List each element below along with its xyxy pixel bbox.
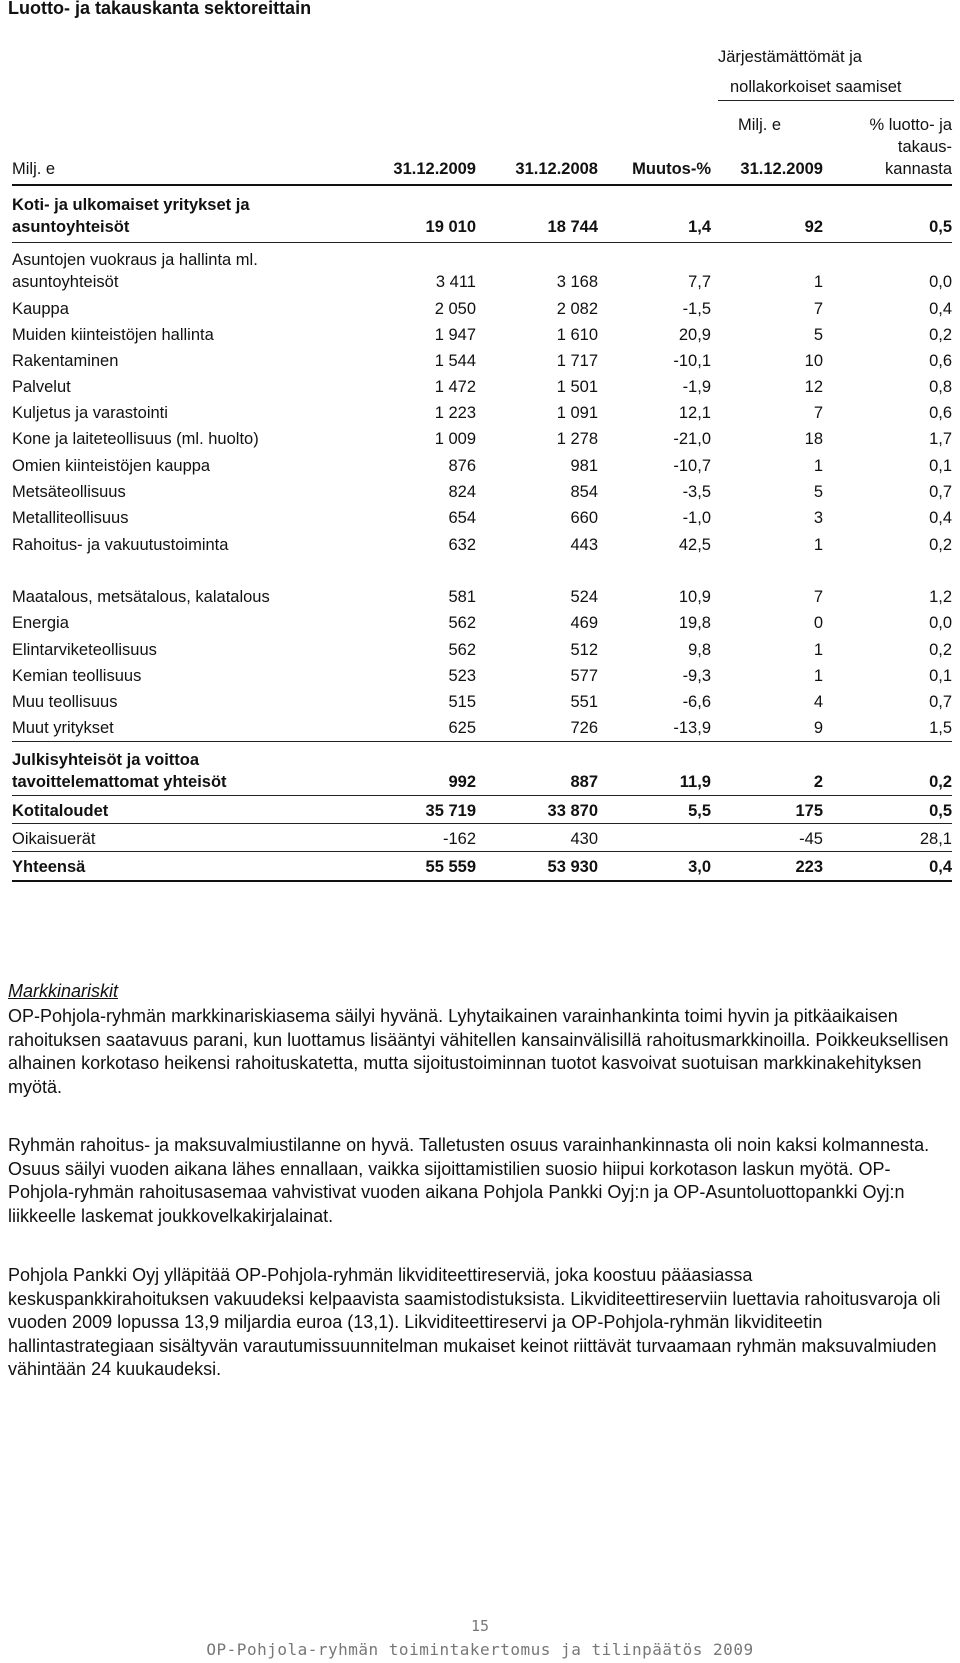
cell: 1 544 xyxy=(434,352,476,370)
cell: 887 xyxy=(570,773,598,791)
cell: 12,1 xyxy=(678,404,711,422)
table-row xyxy=(12,350,952,372)
cell: 33 870 xyxy=(547,802,598,820)
table-row xyxy=(12,639,952,661)
table-row xyxy=(12,717,952,739)
cell: 1,4 xyxy=(688,218,711,236)
col5-header-line1: % luotto- ja xyxy=(869,116,952,134)
cell: 2 xyxy=(813,773,823,791)
cell: 625 xyxy=(448,719,476,737)
cell: 19,8 xyxy=(678,614,711,632)
row-label: Elintarviketeollisuus xyxy=(12,641,157,659)
cell: 7 xyxy=(813,300,823,318)
cell: 0,7 xyxy=(929,693,952,711)
table-row xyxy=(12,455,952,477)
row-label: Muu teollisuus xyxy=(12,693,118,711)
paragraph-3: Pohjola Pankki Oyj ylläpitää OP-Pohjola-ryhmän likviditeettireserviä, joka koostuu pääasiassa keskuspankkirahoituksen vakuudeksi kelpaavista saamistodistuksista. Likviditeettireserviin luettavia rahoitusvaroja oli vuoden 2009 lopussa 13,9 miljardia euroa (13,1). Likviditeettireservi ja OP-Pohjola-ryhmän likviditeetin hallintastrategiaan sisältyvän varautumissuunnitelman mukaiset keinot riittävät turvaamaan ryhmän maksuvalmiuden vähintään 24 kuukaudeksi. xyxy=(8,1265,941,1379)
cell: 577 xyxy=(570,667,598,685)
col2-header: 31.12.2008 xyxy=(515,160,598,178)
cell: 2 082 xyxy=(556,300,598,318)
cell: 660 xyxy=(570,509,598,527)
cell: 1 xyxy=(813,536,823,554)
cell: 35 719 xyxy=(425,802,476,820)
table-row xyxy=(12,800,952,822)
cell: 1,7 xyxy=(929,430,952,448)
col4-unit-header: Milj. e xyxy=(738,116,782,134)
cell: 7 xyxy=(813,588,823,606)
cell: 443 xyxy=(570,536,598,554)
cell: 0,5 xyxy=(929,802,952,820)
cell: -45 xyxy=(799,830,823,848)
unit-header: Milj. e xyxy=(12,160,56,178)
cell: 1 091 xyxy=(556,404,598,422)
row-label: Kotitaloudet xyxy=(12,802,109,820)
header-rule xyxy=(12,184,952,186)
row-label: Rakentaminen xyxy=(12,352,119,370)
cell: 515 xyxy=(448,693,476,711)
row-label: Energia xyxy=(12,614,69,632)
cell: 654 xyxy=(448,509,476,527)
cell: 1 xyxy=(813,667,823,685)
table-row xyxy=(12,856,952,878)
row-label: Palvelut xyxy=(12,378,71,396)
cell: 10,9 xyxy=(678,588,711,606)
row-label: Kemian teollisuus xyxy=(12,667,142,685)
row-rule xyxy=(12,741,952,742)
row-label-line1: Julkisyhteisöt ja voittoa xyxy=(12,751,200,769)
table-row xyxy=(12,402,952,424)
cell: 1 610 xyxy=(556,326,598,344)
cell: 3 xyxy=(813,509,823,527)
table-row xyxy=(12,691,952,713)
cell: 981 xyxy=(570,457,598,475)
cell: -13,9 xyxy=(673,719,711,737)
table-row xyxy=(12,298,952,320)
row-rule xyxy=(12,851,952,852)
cell: 0,1 xyxy=(929,667,952,685)
col3-header: Muutos-% xyxy=(632,160,711,178)
cell: 7 xyxy=(813,404,823,422)
table-row xyxy=(12,612,952,634)
table-row xyxy=(12,428,952,450)
paragraph-2: Ryhmän rahoitus- ja maksuvalmiustilanne on hyvä. Talletusten osuus varainhankinnasta oli noin kaksi kolmannesta. Osuus säilyi vuoden aikana lähes ennallaan, vaikka sijoittamistilien suosio hiipui korkotason laskun myötä. OP-Pohjola-ryhmän rahoitusasemaa vahvistivat vuoden aikana Pohjola Pankki Oyj:n ja OP-Asuntoluottopankki Oyj:n liikkeelle laskemat joukkovelkakirjalainat. xyxy=(8,1135,930,1226)
cell: 1 717 xyxy=(556,352,598,370)
row-rule xyxy=(12,823,952,824)
cell: 0,6 xyxy=(929,352,952,370)
cell: 726 xyxy=(570,719,598,737)
row-label: asuntoyhteisöt xyxy=(12,218,130,236)
table-row xyxy=(12,586,952,608)
row-label: Yhteensä xyxy=(12,858,86,876)
paragraph-1: OP-Pohjola-ryhmän markkinariskiasema säilyi hyvänä. Lyhytaikainen varainhankinta toimi hyvin ja pitkäaikaisen rahoituksen saatavuus parani, kun luottamus lisääntyi vähitellen kansainvälisillä rahoitusmarkkinoilla. Poikkeuksellisen alhainen korkotaso heikensi rahoituskatetta, mutta sijoitustoiminnan tuotot kasvoivat suotuisan markkinakehityksen myötä. xyxy=(8,1006,949,1097)
cell: 0,2 xyxy=(929,641,952,659)
cell: 1 472 xyxy=(434,378,476,396)
cell: 5,5 xyxy=(688,802,711,820)
cell: 1 501 xyxy=(556,378,598,396)
row-label: Maatalous, metsätalous, kalatalous xyxy=(12,588,270,606)
cell: 0,4 xyxy=(929,858,952,876)
cell: 10 xyxy=(804,352,823,370)
table-row xyxy=(12,376,952,398)
row-label: Oikaisuerät xyxy=(12,830,96,848)
table-row xyxy=(12,249,952,293)
cell: 3 411 xyxy=(435,273,476,291)
cell: 562 xyxy=(448,641,476,659)
cell: 992 xyxy=(448,773,476,791)
cell: 1 947 xyxy=(434,326,476,344)
cell: 1 223 xyxy=(434,404,476,422)
section-heading: Markkinariskit xyxy=(8,981,119,1001)
cell: 854 xyxy=(570,483,598,501)
cell: 524 xyxy=(570,588,598,606)
cell: 469 xyxy=(570,614,598,632)
cell: 551 xyxy=(570,693,598,711)
row-rule xyxy=(12,795,952,796)
table-row xyxy=(12,194,952,238)
cell: 0,6 xyxy=(929,404,952,422)
cell: 581 xyxy=(448,588,476,606)
cell: 1 278 xyxy=(556,430,598,448)
row-label-line1: Asuntojen vuokraus ja hallinta ml. xyxy=(12,251,258,269)
cell: 0 xyxy=(813,614,823,632)
row-label: Omien kiinteistöjen kauppa xyxy=(12,457,211,475)
cell: -9,3 xyxy=(682,667,711,685)
group-header-rule xyxy=(718,100,954,101)
table-row xyxy=(12,665,952,687)
col5-header-line2: takaus- xyxy=(897,138,952,156)
cell: 55 559 xyxy=(425,858,476,876)
cell: 0,2 xyxy=(929,326,952,344)
cell: 0,0 xyxy=(929,614,952,632)
cell: 2 050 xyxy=(434,300,476,318)
row-rule xyxy=(12,242,952,243)
cell: 3,0 xyxy=(688,858,711,876)
cell: 19 010 xyxy=(425,218,476,236)
row-label: Muut yritykset xyxy=(12,719,114,737)
group-header-line2: nollakorkoiset saamiset xyxy=(730,78,902,96)
cell: 0,2 xyxy=(929,536,952,554)
cell: -6,6 xyxy=(682,693,711,711)
cell: -1,9 xyxy=(682,378,711,396)
table-bottom-rule xyxy=(12,880,952,882)
cell: 175 xyxy=(795,802,823,820)
cell: 562 xyxy=(448,614,476,632)
row-label: Kauppa xyxy=(12,300,69,318)
row-label: Metsäteollisuus xyxy=(12,483,126,501)
cell: 92 xyxy=(804,218,823,236)
cell: 12 xyxy=(804,378,823,396)
cell: 632 xyxy=(448,536,476,554)
cell: 18 xyxy=(804,430,823,448)
cell: 11,9 xyxy=(679,773,711,791)
cell: -3,5 xyxy=(682,483,711,501)
cell: -10,1 xyxy=(673,352,711,370)
cell: 1,5 xyxy=(929,719,952,737)
cell: 53 930 xyxy=(547,858,598,876)
cell: 4 xyxy=(813,693,823,711)
cell: 9,8 xyxy=(688,641,711,659)
cell: 1,2 xyxy=(929,588,952,606)
cell: 7,7 xyxy=(688,273,711,291)
row-label: Muiden kiinteistöjen hallinta xyxy=(12,326,214,344)
cell: 223 xyxy=(795,858,823,876)
cell: 824 xyxy=(448,483,476,501)
cell: -21,0 xyxy=(673,430,711,448)
table-row xyxy=(12,749,952,793)
cell: 0,8 xyxy=(929,378,952,396)
cell: 0,0 xyxy=(929,273,952,291)
group-header-line1: Järjestämättömät ja xyxy=(718,48,862,66)
page-title: Luotto- ja takauskanta sektoreittain xyxy=(8,0,312,18)
col5-header-line3: kannasta xyxy=(885,160,952,178)
cell: 0,1 xyxy=(929,457,952,475)
cell: 523 xyxy=(448,667,476,685)
row-label: tavoittelemattomat yhteisöt xyxy=(12,773,227,791)
cell: 1 xyxy=(813,641,823,659)
cell: 876 xyxy=(448,457,476,475)
col4-header: 31.12.2009 xyxy=(740,160,823,178)
row-label: Kuljetus ja varastointi xyxy=(12,404,168,422)
row-label: Metalliteollisuus xyxy=(12,509,129,527)
cell: 0,2 xyxy=(929,773,952,791)
cell: 0,4 xyxy=(929,509,952,527)
row-label: Rahoitus- ja vakuutustoiminta xyxy=(12,536,229,554)
cell: 18 744 xyxy=(547,218,598,236)
page-number: 15 xyxy=(470,1617,490,1635)
cell: 430 xyxy=(570,830,598,848)
cell: 28,1 xyxy=(919,830,952,848)
table-row xyxy=(12,481,952,503)
cell: 0,4 xyxy=(929,300,952,318)
cell: 42,5 xyxy=(678,536,711,554)
cell: -10,7 xyxy=(673,457,711,475)
cell: 5 xyxy=(813,483,823,501)
table-row xyxy=(12,324,952,346)
col1-header: 31.12.2009 xyxy=(393,160,476,178)
cell: -1,0 xyxy=(682,509,711,527)
cell: 0,5 xyxy=(929,218,952,236)
row-label: asuntoyhteisöt xyxy=(12,273,119,291)
cell: 0,7 xyxy=(929,483,952,501)
cell: 1 xyxy=(813,273,823,291)
cell: 5 xyxy=(813,326,823,344)
cell: 1 009 xyxy=(434,430,476,448)
cell: -162 xyxy=(442,830,476,848)
cell: 1 xyxy=(813,457,823,475)
cell: 20,9 xyxy=(678,326,711,344)
row-label-line1: Koti- ja ulkomaiset yritykset ja xyxy=(12,196,250,214)
cell: 9 xyxy=(813,719,823,737)
table-row xyxy=(12,507,952,529)
cell: -1,5 xyxy=(682,300,711,318)
cell: 3 168 xyxy=(556,273,598,291)
row-label: Kone ja laiteteollisuus (ml. huolto) xyxy=(12,430,259,448)
footer-text: OP-Pohjola-ryhmän toimintakertomus ja tilinpäätös 2009 xyxy=(206,1640,754,1659)
table-row xyxy=(12,828,952,850)
table-row xyxy=(12,534,952,556)
cell: 512 xyxy=(570,641,598,659)
